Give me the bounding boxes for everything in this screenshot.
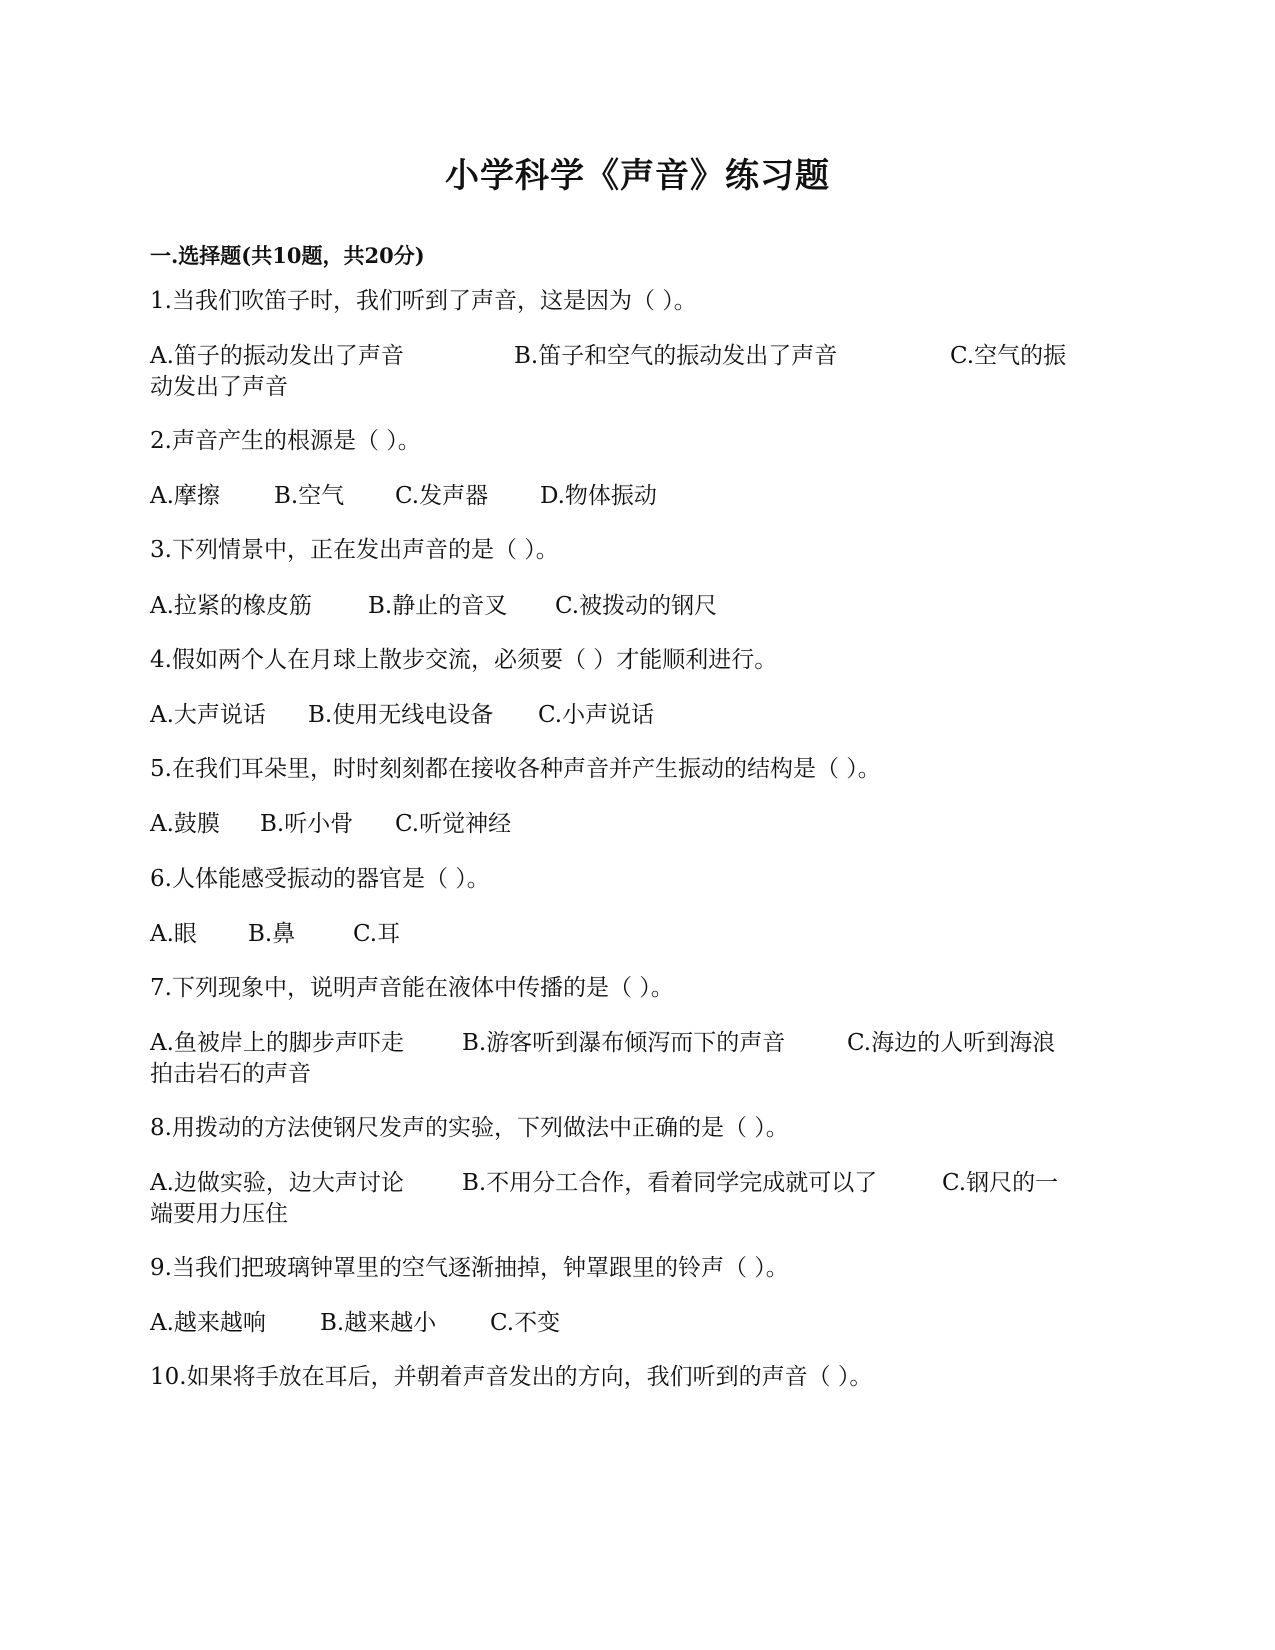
question-8-option-a: A.边做实验，边大声讨论 bbox=[150, 1170, 404, 1196]
question-2-option-d: D.物体振动 bbox=[540, 483, 657, 509]
question-3-stem: 3.下列情景中，正在发出声音的是（ ）。 bbox=[150, 537, 559, 563]
question-1-option-c-continued: 动发出了声音 bbox=[150, 374, 288, 400]
question-9-option-c: C.不变 bbox=[490, 1310, 561, 1336]
question-3-option-c: C.被拨动的钢尺 bbox=[555, 593, 718, 619]
question-4-stem: 4.假如两个人在月球上散步交流，必须要（ ）才能顺利进行。 bbox=[150, 647, 778, 673]
question-8-option-c: C.钢尺的一 bbox=[942, 1170, 1059, 1196]
question-9-stem: 9.当我们把玻璃钟罩里的空气逐渐抽掉，钟罩跟里的铃声（ ）。 bbox=[150, 1255, 789, 1281]
question-7-option-b: B.游客听到瀑布倾泻而下的声音 bbox=[462, 1030, 786, 1056]
question-6-option-c: C.耳 bbox=[353, 921, 401, 947]
question-9-option-a: A.越来越响 bbox=[150, 1310, 266, 1336]
question-1-option-c: C.空气的振 bbox=[950, 343, 1067, 369]
question-7-option-c-continued: 拍击岩石的声音 bbox=[150, 1061, 311, 1087]
question-3-option-a: A.拉紧的橡皮筋 bbox=[150, 593, 312, 619]
question-1-stem: 1.当我们吹笛子时，我们听到了声音，这是因为（ ）。 bbox=[150, 288, 697, 314]
question-5-stem: 5.在我们耳朵里，时时刻刻都在接收各种声音并产生振动的结构是（ ）。 bbox=[150, 756, 881, 782]
page-title: 小学科学《声音》练习题 bbox=[445, 156, 830, 196]
question-7-option-c: C.海边的人听到海浪 bbox=[847, 1030, 1056, 1056]
question-8-option-c-continued: 端要用力压住 bbox=[150, 1201, 288, 1227]
question-3-option-b: B.静止的音叉 bbox=[368, 593, 508, 619]
question-2-option-c: C.发声器 bbox=[395, 483, 489, 509]
question-5-option-b: B.听小骨 bbox=[260, 811, 354, 837]
question-10-stem: 10.如果将手放在耳后，并朝着声音发出的方向，我们听到的声音（ ）。 bbox=[150, 1364, 873, 1390]
question-1-option-a: A.笛子的振动发出了声音 bbox=[150, 343, 404, 369]
question-8-stem: 8.用拨动的方法使钢尺发声的实验，下列做法中正确的是（ ）。 bbox=[150, 1115, 789, 1141]
question-4-option-a: A.大声说话 bbox=[150, 702, 266, 728]
question-6-option-a: A.眼 bbox=[150, 921, 197, 947]
section-heading: 一.选择题(共10题，共20分) bbox=[150, 243, 425, 268]
question-4-option-c: C.小声说话 bbox=[538, 702, 655, 728]
question-6-option-b: B.鼻 bbox=[248, 921, 296, 947]
question-2-stem: 2.声音产生的根源是（ ）。 bbox=[150, 428, 421, 454]
question-2-option-b: B.空气 bbox=[274, 483, 345, 509]
question-1-option-b: B.笛子和空气的振动发出了声音 bbox=[514, 343, 838, 369]
question-9-option-b: B.越来越小 bbox=[320, 1310, 437, 1336]
question-5-option-a: A.鼓膜 bbox=[150, 811, 220, 837]
question-2-option-a: A.摩擦 bbox=[150, 483, 220, 509]
question-4-option-b: B.使用无线电设备 bbox=[308, 702, 494, 728]
question-5-option-c: C.听觉神经 bbox=[395, 811, 512, 837]
question-7-option-a: A.鱼被岸上的脚步声吓走 bbox=[150, 1030, 404, 1056]
question-6-stem: 6.人体能感受振动的器官是（ ）。 bbox=[150, 866, 490, 892]
question-7-stem: 7.下列现象中，说明声音能在液体中传播的是（ ）。 bbox=[150, 975, 674, 1001]
question-8-option-b: B.不用分工合作，看着同学完成就可以了 bbox=[462, 1170, 878, 1196]
